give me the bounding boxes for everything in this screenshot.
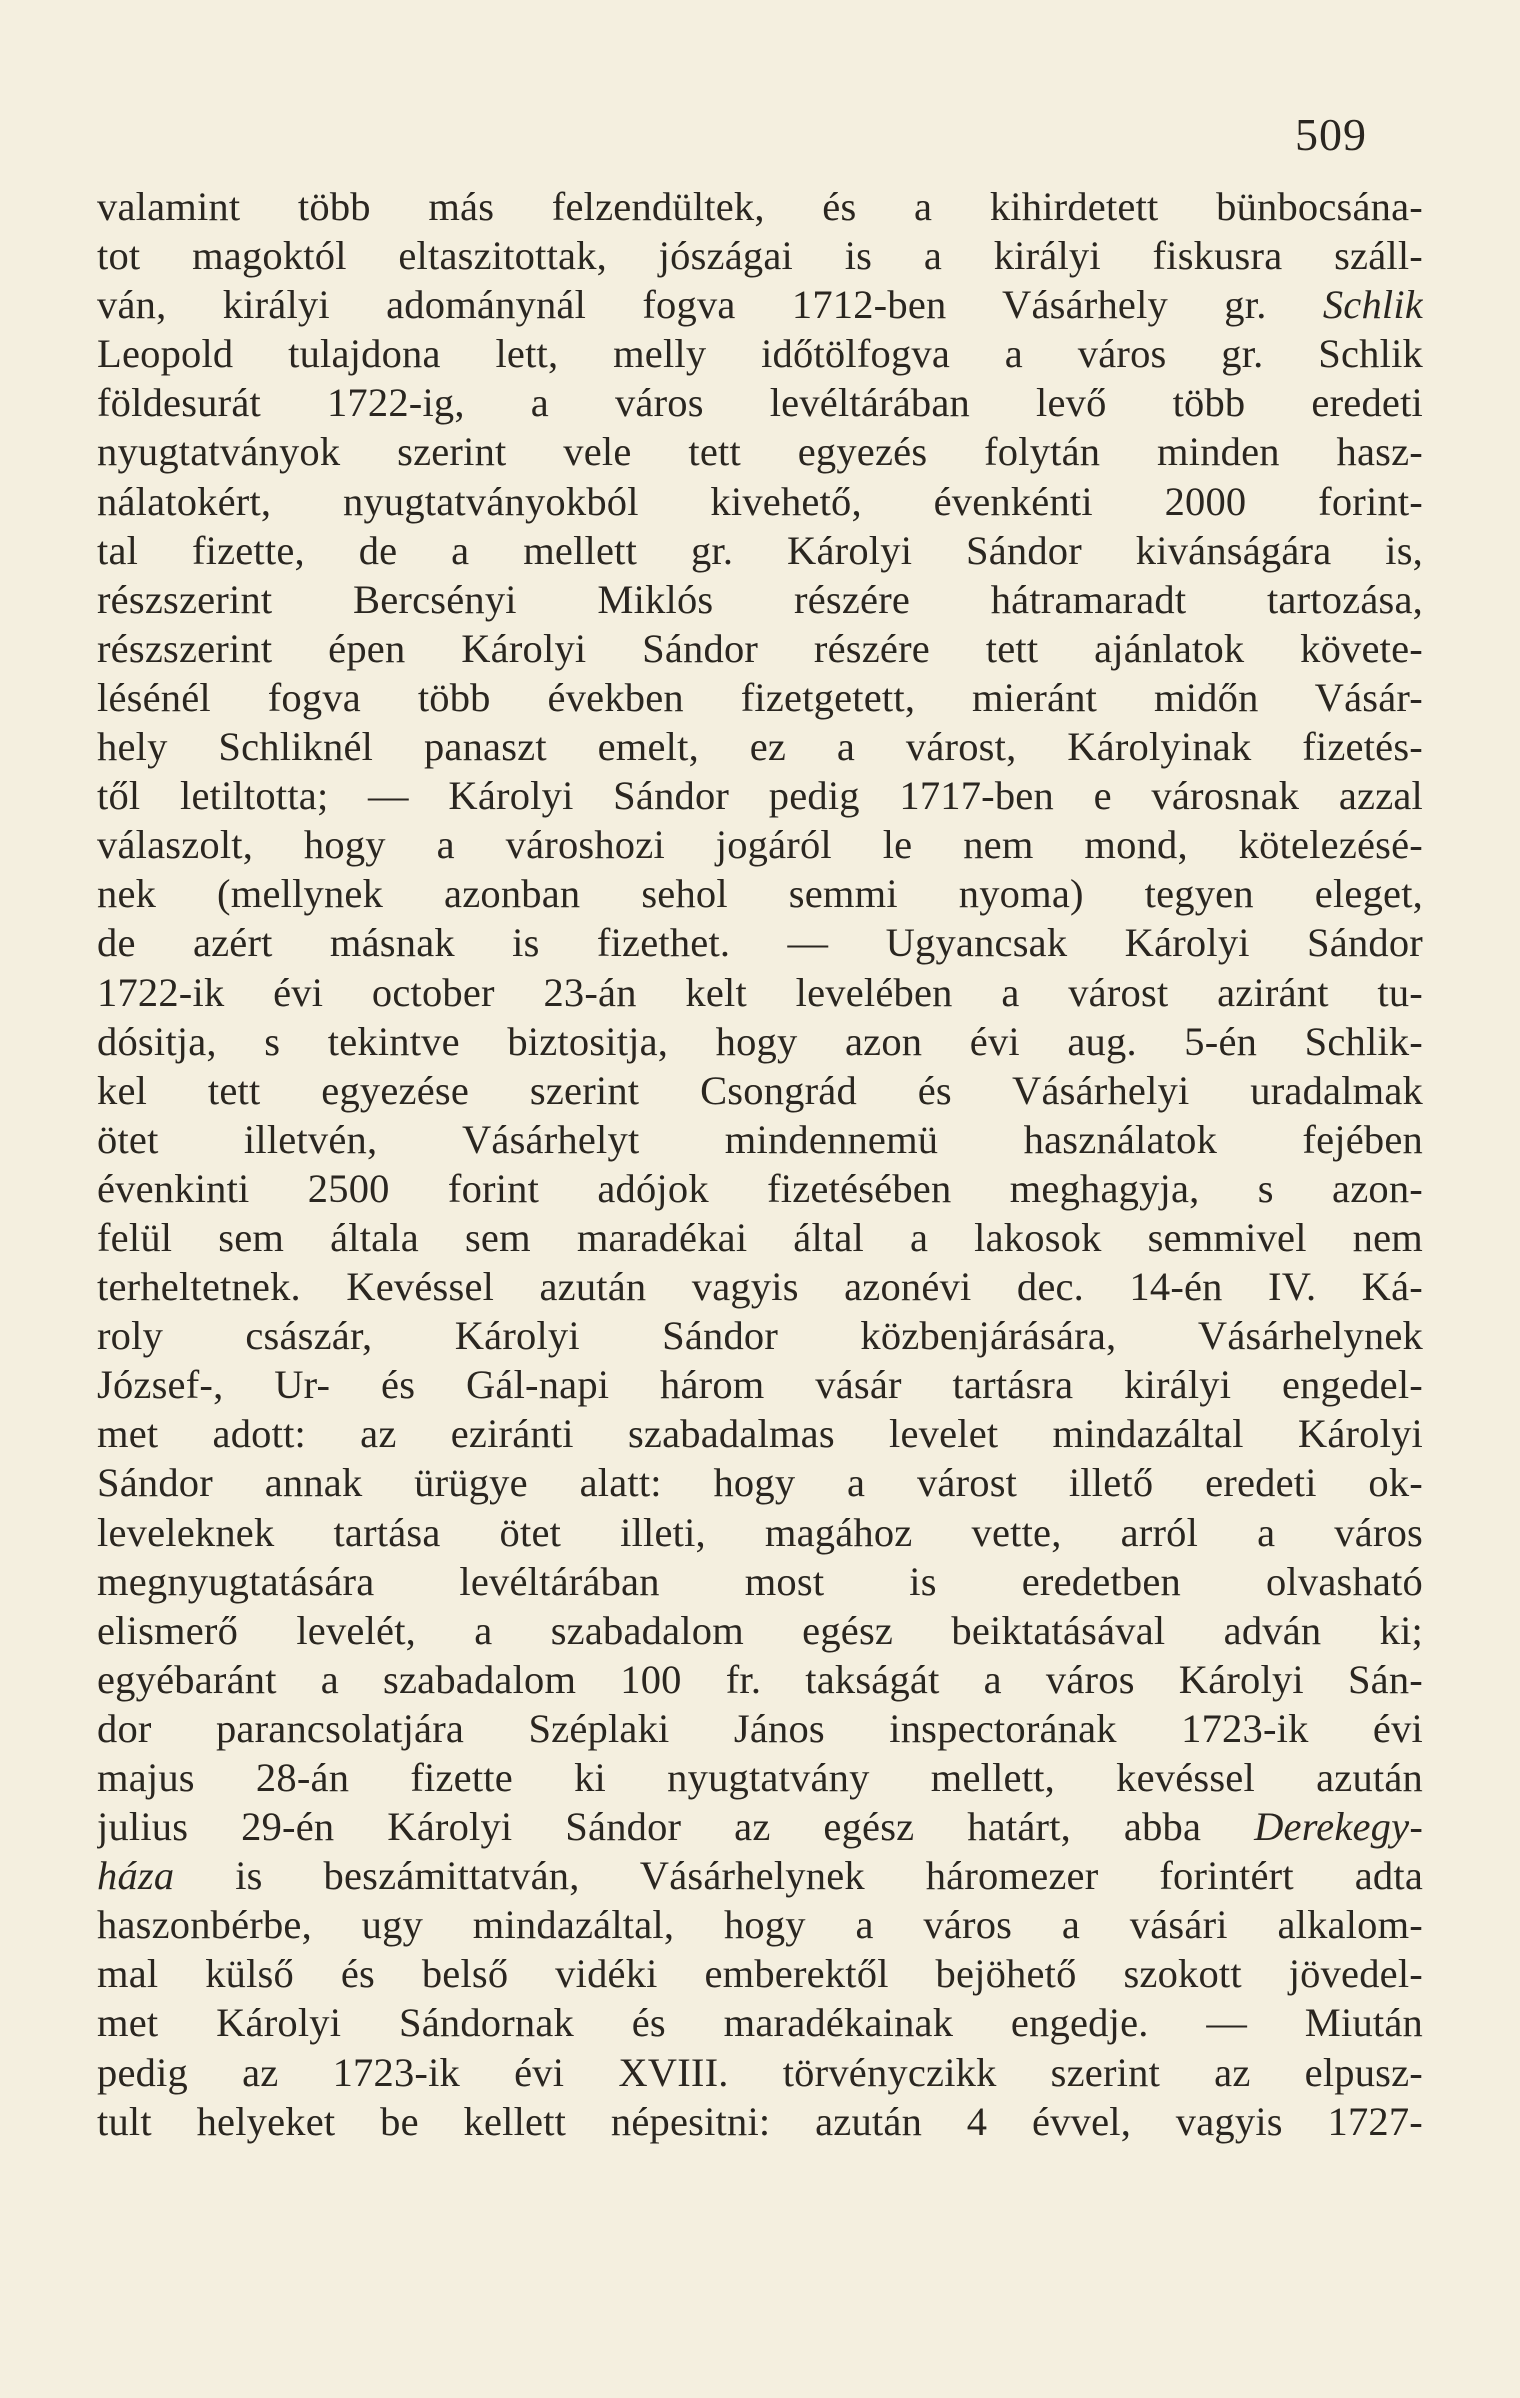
text-line: [97, 182, 1423, 231]
text-line: [97, 378, 1423, 427]
text-segment: ván, királyi adománynál fogva 1712-ben Vásárhely gr.: [97, 282, 1323, 328]
text-segment: terheltetnek. Kevéssel azután vagyis azonévi dec. 14-én IV. Ká-: [97, 1264, 1423, 1310]
text-line: [97, 1655, 1423, 1704]
text-segment: is beszámittatván, Vásárhelynek háromezer forintért adta: [174, 1853, 1423, 1899]
text-line: [97, 427, 1423, 476]
text-line: [97, 771, 1423, 820]
page-number: 509: [1295, 109, 1367, 160]
text-line: [97, 231, 1423, 280]
text-line: [97, 1851, 1423, 1900]
text-segment: válaszolt, hogy a városhozi jogáról le nem mond, kötelezésé-: [97, 822, 1423, 868]
text-line: [97, 968, 1423, 1017]
text-segment: felül sem általa sem maradékai által a lakosok semmivel nem: [97, 1214, 1423, 1260]
text-line: [97, 280, 1423, 329]
text-line: [97, 1802, 1423, 1851]
text-segment: nek (mellynek azonban sehol semmi nyoma) tegyen eleget,: [97, 871, 1423, 917]
text-segment: lésénél fogva több években fizetgetett, mieránt midőn Vásár-: [97, 674, 1423, 720]
text-line: [97, 1900, 1423, 1949]
text-segment: pedig az 1723-ik évi XVIII. törvényczikk szerint az elpusz-: [97, 2049, 1423, 2095]
text-segment: nyugtatványok szerint vele tett egyezés folytán minden hasz-: [97, 429, 1423, 475]
text-line: [97, 1115, 1423, 1164]
text-segment: nálatokért, nyugtatványokból kivehető, évenkénti 2000 forint-: [97, 478, 1423, 524]
text-line: [97, 1360, 1423, 1409]
italic-name: háza: [97, 1853, 175, 1899]
italic-name: Schlik: [1322, 282, 1423, 328]
text-segment: egyébaránt a szabadalom 100 fr. takságát a város Károlyi Sán-: [97, 1656, 1423, 1702]
text-line: [97, 1508, 1423, 1557]
text-line: [97, 477, 1423, 526]
text-line: [97, 1066, 1423, 1115]
text-segment: elismerő levelét, a szabadalom egész beiktatásával adván ki;: [97, 1607, 1423, 1653]
text-segment: tult helyeket be kellett népesitni: azután 4 évvel, vagyis 1727-: [97, 2098, 1423, 2144]
text-segment: tal fizette, de a mellett gr. Károlyi Sándor kivánságára is,: [97, 527, 1423, 573]
text-segment: Sándor annak ürügye alatt: hogy a várost illető eredeti ok-: [97, 1460, 1423, 1506]
italic-name: Derekegy-: [1254, 1804, 1423, 1850]
text-line: [97, 329, 1423, 378]
text-segment: 1722-ik évi october 23-án kelt levelében a várost azіránt tu-: [97, 969, 1423, 1015]
text-segment: megnyugtatására levéltárában most is eredetben olvasható: [97, 1558, 1423, 1604]
text-segment: dor parancsolatjára Széplaki János inspectorának 1723-ik évi: [97, 1705, 1423, 1751]
body-text: [97, 182, 1423, 2146]
text-segment: tot magoktól eltaszitottak, jószágai is a királyi fiskusra száll-: [97, 233, 1423, 279]
text-segment: kel tett egyezése szerint Csongrád és Vásárhelyi uradalmak: [97, 1067, 1423, 1113]
text-segment: met adott: az eziránti szabadalmas levelet mindazáltal Károlyi: [97, 1411, 1423, 1457]
text-line: [97, 1998, 1423, 2047]
text-line: [97, 869, 1423, 918]
text-segment: dósitja, s tekintve biztositja, hogy azon évi aug. 5-én Schlik-: [97, 1018, 1423, 1064]
text-line: [97, 1458, 1423, 1507]
text-segment: hely Schliknél panaszt emelt, ez a várost, Károlyinak fizetés-: [97, 724, 1423, 770]
text-line: [97, 1557, 1423, 1606]
text-line: [97, 2048, 1423, 2097]
text-line: [97, 918, 1423, 967]
text-segment: József-, Ur- és Gál-napi három vásár tartásra királyi engedel-: [97, 1362, 1423, 1408]
text-segment: julius 29-én Károlyi Sándor az egész határt, abba: [97, 1804, 1255, 1850]
text-line: [97, 1262, 1423, 1311]
text-line: [97, 624, 1423, 673]
text-line: [97, 1409, 1423, 1458]
text-segment: részszerint Bercsényi Miklós részére hátramaradt tartozása,: [97, 576, 1423, 622]
text-segment: haszonbérbe, ugy mindazáltal, hogy a város a vásári alkalom-: [97, 1902, 1423, 1948]
text-line: [97, 673, 1423, 722]
text-segment: de azért másnak is fizethet. — Ugyancsak Károlyi Sándor: [97, 920, 1423, 966]
text-segment: földesurát 1722-ig, a város levéltárában levő több eredeti: [97, 380, 1423, 426]
text-segment: mal külső és belső vidéki emberektől bejöhető szokott jövedel-: [97, 1951, 1423, 1997]
text-line: [97, 1017, 1423, 1066]
text-segment: től letiltotta; — Károlyi Sándor pedig 1717-ben e városnak azzal: [97, 773, 1423, 819]
text-line: [97, 526, 1423, 575]
text-segment: részszerint épen Károlyi Sándor részére tett ajánlatok követe-: [97, 625, 1423, 671]
text-segment: roly császár, Károlyi Sándor közbenjárására, Vásárhelynek: [97, 1313, 1423, 1359]
text-line: [97, 1606, 1423, 1655]
text-line: [97, 575, 1423, 624]
text-segment: majus 28-án fizette ki nyugtatvány mellett, kevéssel azután: [97, 1755, 1423, 1800]
text-segment: met Károlyi Sándornak és maradékainak engedje. — Miután: [97, 2000, 1423, 2046]
text-segment: leveleknek tartása ötet illeti, magához vette, arról a város: [97, 1509, 1423, 1555]
text-line: [97, 1949, 1423, 1998]
text-line: [97, 2097, 1423, 2146]
text-line: [97, 1704, 1423, 1753]
text-segment: valamint több más felzendültek, és a kihirdetett bünbocsána-: [97, 184, 1423, 229]
text-line: [97, 820, 1423, 869]
text-line: [97, 722, 1423, 771]
text-segment: ötet illetvén, Vásárhelyt mindennemü használatok fejében: [97, 1116, 1423, 1162]
text-segment: évenkinti 2500 forint adójok fizetésében meghagyja, s azon-: [97, 1165, 1423, 1211]
text-line: [97, 1311, 1423, 1360]
text-segment: Leopold tulajdona lett, melly időtölfogva a város gr. Schlik: [97, 331, 1423, 377]
text-line: [97, 1164, 1423, 1213]
text-line: [97, 1753, 1423, 1802]
text-line: [97, 1213, 1423, 1262]
